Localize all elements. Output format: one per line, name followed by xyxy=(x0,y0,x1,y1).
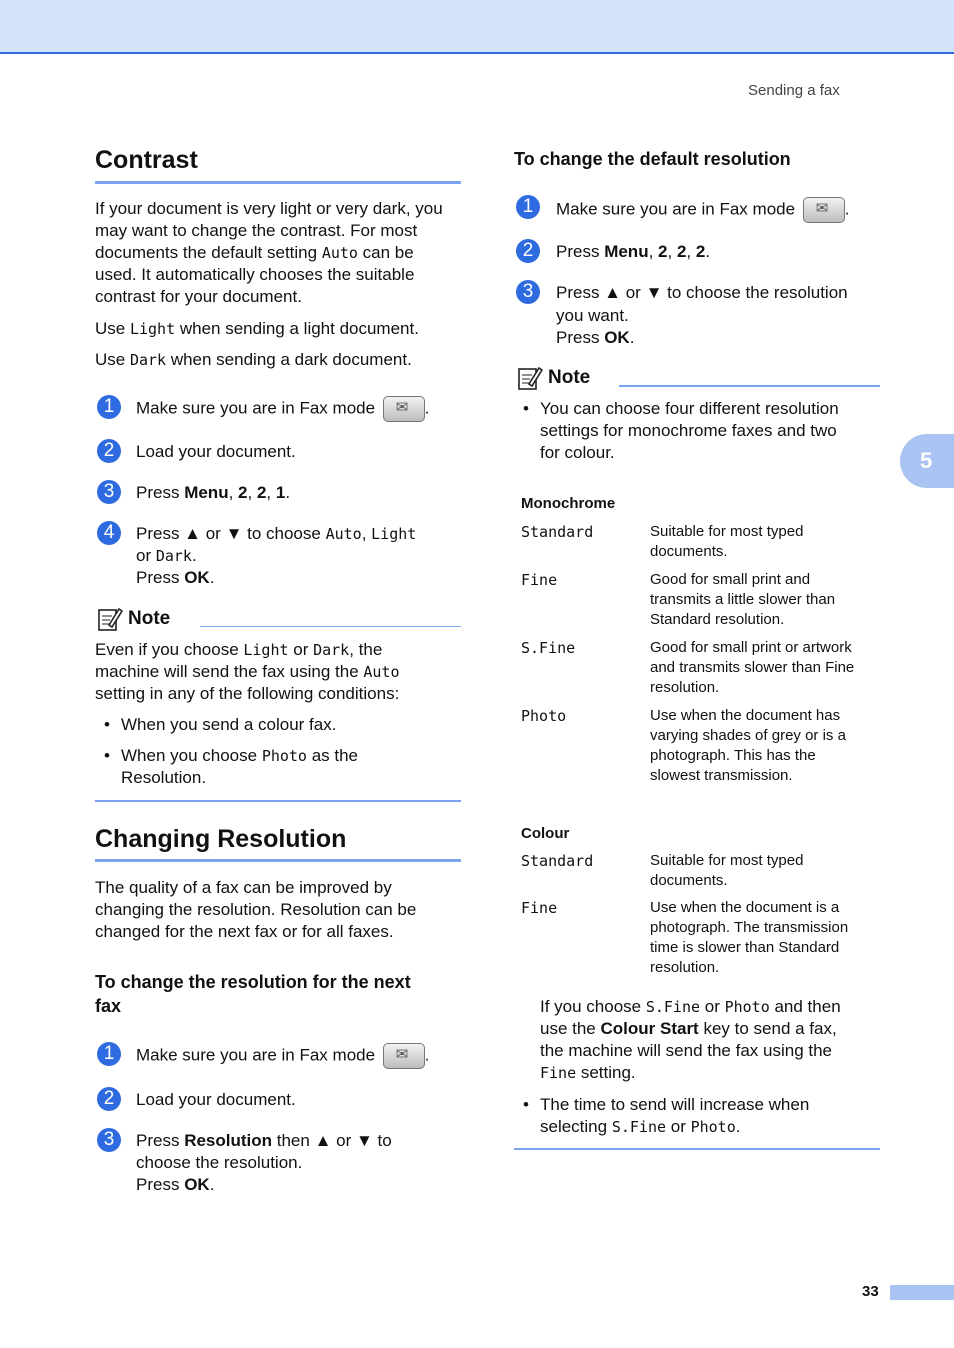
contrast-heading: Contrast xyxy=(95,146,198,174)
contrast-intro-line-2: may want to change the contrast. For most xyxy=(95,221,418,240)
default-step-2: Press Menu, 2, 2, 2. xyxy=(556,242,711,261)
resolution-term: Fine xyxy=(521,571,558,589)
changing-resolution-line-2: changing the resolution. Resolution can be xyxy=(95,900,417,919)
step-number-badge: 1 xyxy=(516,195,540,219)
resolution-term: Standard xyxy=(521,523,594,541)
resolution-description: Good for small print and transmits a little slower than Standard resolution. xyxy=(650,571,836,628)
resolution-term: Standard xyxy=(521,852,594,870)
changing-resolution-heading-rule xyxy=(95,859,461,862)
step-number-badge: 1 xyxy=(97,395,121,419)
contrast-step-2: Load your document. xyxy=(136,442,296,461)
step-number-badge: 2 xyxy=(97,439,121,463)
note-pencil-icon xyxy=(97,606,123,632)
top-band xyxy=(0,0,954,54)
default-note-bullet-2: • The time to send will increase when xyxy=(540,1094,809,1116)
step-number-badge: 2 xyxy=(97,1087,121,1111)
default-step-3-line-2: you want. xyxy=(556,306,629,325)
next-fax-step-2: Load your document. xyxy=(136,1090,296,1109)
contrast-note-bullet-2-line-2: Resolution. xyxy=(121,768,207,787)
default-note-bullet-2-line-2: selecting S.Fine or Photo. xyxy=(540,1117,741,1136)
contrast-note-line-3: setting in any of the following conditions: xyxy=(95,684,400,703)
contrast-step-4-line-2: or Dark. xyxy=(136,546,197,565)
contrast-intro-line-3: documents the default setting Auto can be xyxy=(95,243,414,262)
contrast-step-4-line-1: Press ▲ or ▼ to choose Auto, Light xyxy=(136,524,417,543)
page-number-bar xyxy=(890,1285,954,1300)
step-number-badge: 3 xyxy=(97,1128,121,1152)
contrast-note-line-2: machine will send the fax using the Auto xyxy=(95,662,400,681)
contrast-note-line-1: Even if you choose Light or Dark, the xyxy=(95,640,383,659)
contrast-heading-rule xyxy=(95,181,461,184)
note-end-rule xyxy=(95,800,461,802)
step-number-badge: 3 xyxy=(97,480,121,504)
resolution-term: S.Fine xyxy=(521,639,576,657)
contrast-intro-line-5: contrast for your document. xyxy=(95,287,302,306)
contrast-step-3: Press Menu, 2, 2, 1. xyxy=(136,483,291,502)
contrast-step-1: Make sure you are in Fax mode ✉ . xyxy=(136,396,430,422)
step-number-badge: 1 xyxy=(97,1042,121,1066)
fax-mode-icon xyxy=(383,1043,425,1069)
use-light-line: Use Light when sending a light document. xyxy=(95,319,419,338)
default-note-bullet-1-line-3: for colour. xyxy=(540,443,615,462)
default-resolution-heading: To change the default resolution xyxy=(514,149,791,169)
contrast-note-bullet-1: • When you send a colour fax. xyxy=(121,714,336,736)
step-number-badge: 3 xyxy=(516,280,540,304)
running-head: Sending a fax xyxy=(748,82,840,99)
note-end-rule xyxy=(514,1148,880,1150)
contrast-intro-line-1: If your document is very light or very dark, you xyxy=(95,199,443,218)
fax-mode-icon xyxy=(803,197,845,223)
resolution-description: Good for small print or artwork and transmits slower than Fine resolution. xyxy=(650,639,855,696)
next-fax-step-1: Make sure you are in Fax mode ✉ . xyxy=(136,1043,430,1069)
note-heading: Note xyxy=(97,606,170,632)
colour-heading: Colour xyxy=(521,825,570,842)
resolution-term: Fine xyxy=(521,899,558,917)
step-number-badge: 4 xyxy=(97,521,121,545)
fax-mode-icon xyxy=(383,396,425,422)
next-fax-step-3-line-3: Press OK. xyxy=(136,1175,215,1194)
note-rule xyxy=(619,385,880,387)
next-fax-heading-line-2: fax xyxy=(95,996,122,1016)
default-step-3-line-3: Press OK. xyxy=(556,328,635,347)
default-note-bullet-1: • You can choose four different resolution xyxy=(540,398,839,420)
monochrome-heading: Monochrome xyxy=(521,495,616,512)
default-step-3-line-1: Press ▲ or ▼ to choose the resolution xyxy=(556,283,848,302)
default-note-bullet-1-line-2: settings for monochrome faxes and two xyxy=(540,421,837,440)
contrast-intro-line-4: used. It automatically chooses the suitable xyxy=(95,265,415,284)
resolution-description: Suitable for most typed documents. xyxy=(650,523,804,560)
colour-note-line-4: Fine setting. xyxy=(540,1063,636,1082)
default-step-1: Make sure you are in Fax mode ✉ . xyxy=(556,197,850,223)
resolution-description: Use when the document has varying shades of grey or is a photograph. This has the slowest transmission. xyxy=(650,707,846,784)
resolution-description: Suitable for most typed documents. xyxy=(650,852,804,889)
next-fax-heading-line-1: To change the resolution for the next xyxy=(95,972,411,992)
note-pencil-icon xyxy=(517,365,543,391)
note-rule xyxy=(200,626,461,627)
contrast-note-bullet-2: • When you choose Photo as the xyxy=(121,745,358,767)
chapter-tab: 5 xyxy=(900,434,954,488)
resolution-description: Use when the document is a photograph. The transmission time is slower than Standard resolution. xyxy=(650,899,849,976)
resolution-term: Photo xyxy=(521,707,567,725)
changing-resolution-line-3: changed for the next fax or for all faxes. xyxy=(95,922,394,941)
colour-note-line-2: use the Colour Start key to send a fax, xyxy=(540,1019,837,1038)
next-fax-step-3-line-1: Press Resolution then ▲ or ▼ to xyxy=(136,1131,392,1150)
use-dark-line: Use Dark when sending a dark document. xyxy=(95,350,412,369)
page-number: 33 xyxy=(862,1283,879,1300)
changing-resolution-line-1: The quality of a fax can be improved by xyxy=(95,878,392,897)
colour-note-line-1: If you choose S.Fine or Photo and then xyxy=(540,997,841,1016)
next-fax-step-3-line-2: choose the resolution. xyxy=(136,1153,303,1172)
colour-note-line-3: the machine will send the fax using the xyxy=(540,1041,833,1060)
changing-resolution-heading: Changing Resolution xyxy=(95,825,347,853)
note-heading: Note xyxy=(517,365,590,391)
contrast-step-4-line-3: Press OK. xyxy=(136,568,215,587)
step-number-badge: 2 xyxy=(516,239,540,263)
